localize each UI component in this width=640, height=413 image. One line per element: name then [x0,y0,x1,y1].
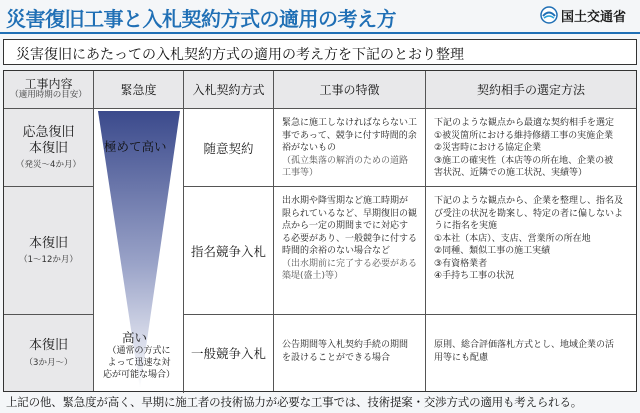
row-3-category-line-1: 本復旧 [28,338,68,354]
header-urgency: 緊急度 [94,71,184,109]
header-selection: 契約相手の選定方法 [426,71,636,109]
urgency-note-line: よって迅速な対 [107,358,171,368]
row-2-features [274,187,426,315]
row-3-period: （3か月～） [24,357,73,368]
selection-line: うに指名を実施 [434,221,498,231]
feature-line: 限られているなど、早期復旧の観 [282,208,418,219]
row-3-category [4,315,94,391]
urgency-note-line: （通常の方式に [107,346,171,356]
selection-line: 害状況、近隣での施工状況、実績等） [434,168,588,178]
feature-line: 事であって、競争に付す時間的余 [282,130,417,141]
ministry-name: 国土交通省 [561,10,627,25]
selection-line: 用等にも配慮 [434,352,489,363]
feature-line: 出水期や降雪期など施工時期が [282,196,409,206]
urgency-note [96,345,182,381]
row-3-method: 一般競争入札 [184,315,274,391]
title-divider [0,32,640,34]
row-2-category [4,187,94,315]
selection-line: ③有資格業者 [434,258,488,269]
header-work-label: 工事内容 [24,77,73,92]
selection-line: 原則、総合評価落札方式とし、地域企業の活 [434,340,615,350]
urgency-note-line: 応が可能な場合） [102,370,175,380]
subtitle: 災害復旧にあたっての入札契約方式の適用の考え方を下記のとおり整理 [16,47,464,63]
feature-example-line: （出水期前に完了する必要がある [282,258,418,269]
feature-example-line: （孤立集落の解消のための道路 [282,155,409,166]
row-2-category-line-1: 本復旧 [28,235,68,251]
row-1-category-line-2: 本復旧 [28,141,68,156]
row-1-category-line-1: 応急復旧 [22,124,75,140]
urgency-high-label: 極めて高い [104,139,167,154]
row-1-category [4,109,94,187]
feature-line: 時間的余裕のない場合など [282,246,391,256]
feature-line: 公告期間等入札契約手続の期間 [282,340,409,350]
subtitle-box [3,39,637,65]
feature-line: 緊急に施工しなければならない工 [282,118,418,128]
header-work-sublabel: （適用時期の目安） [10,90,87,101]
urgency-column [94,109,184,393]
row-2-period: （1～12か月） [19,255,78,266]
mlit-logo-icon [540,6,558,24]
header-features: 工事の特徴 [274,71,426,109]
header-work [4,71,94,109]
approach-table [3,70,637,392]
urgency-low-label: 高い [122,330,148,345]
row-1-features [274,109,426,187]
feature-line: を設けることができる場合 [282,352,391,363]
selection-line: ①本社（本店）、支店、営業所の所在地 [434,233,591,244]
feature-line: 裕がないもの [282,143,337,153]
footer-note: 上記の他、緊急度が高く、早期に施工者の技術協力が必要な工事では、技術提案・交渉方式の適用も考えられる。 [6,395,583,409]
row-3-features [274,315,426,391]
selection-line: ②同種、類似工事の施工実績 [434,246,551,256]
feature-example-line: 築堤(盛土)等） [282,271,344,281]
selection-line: ④手持ち工事の状況 [434,271,515,281]
feature-line: 点から一定の期間までに対応す [282,221,409,231]
feature-example-line: 工事等） [282,168,319,178]
selection-line: び受注の状況を勘案し、特定の者に偏しないよ [434,208,624,219]
row-1-selection [426,109,636,187]
feature-line: る必要があり、一般競争に付する [282,233,418,244]
row-3-selection [426,315,636,391]
selection-line: ①被災箇所における維持修繕工事の実施企業 [434,130,614,141]
row-1-period: （発災～4か月） [16,160,81,171]
header-method: 入札契約方式 [184,71,274,109]
selection-line: 下記のような観点から最適な契約相手を選定 [434,118,615,128]
title-bar [0,0,640,34]
selection-line: ③施工の確実性（本店等の所在地、企業の被 [434,155,614,166]
row-1-method: 随意契約 [184,109,274,187]
selection-line: 下記のような観点から、企業を整理し、指名及 [434,196,624,206]
row-2-selection [426,187,636,315]
row-2-method: 指名競争入札 [184,187,274,315]
selection-line: ②災害時における協定企業 [434,143,542,153]
page-title: 災害復旧工事と入札契約方式の適用の考え方 [6,7,396,31]
